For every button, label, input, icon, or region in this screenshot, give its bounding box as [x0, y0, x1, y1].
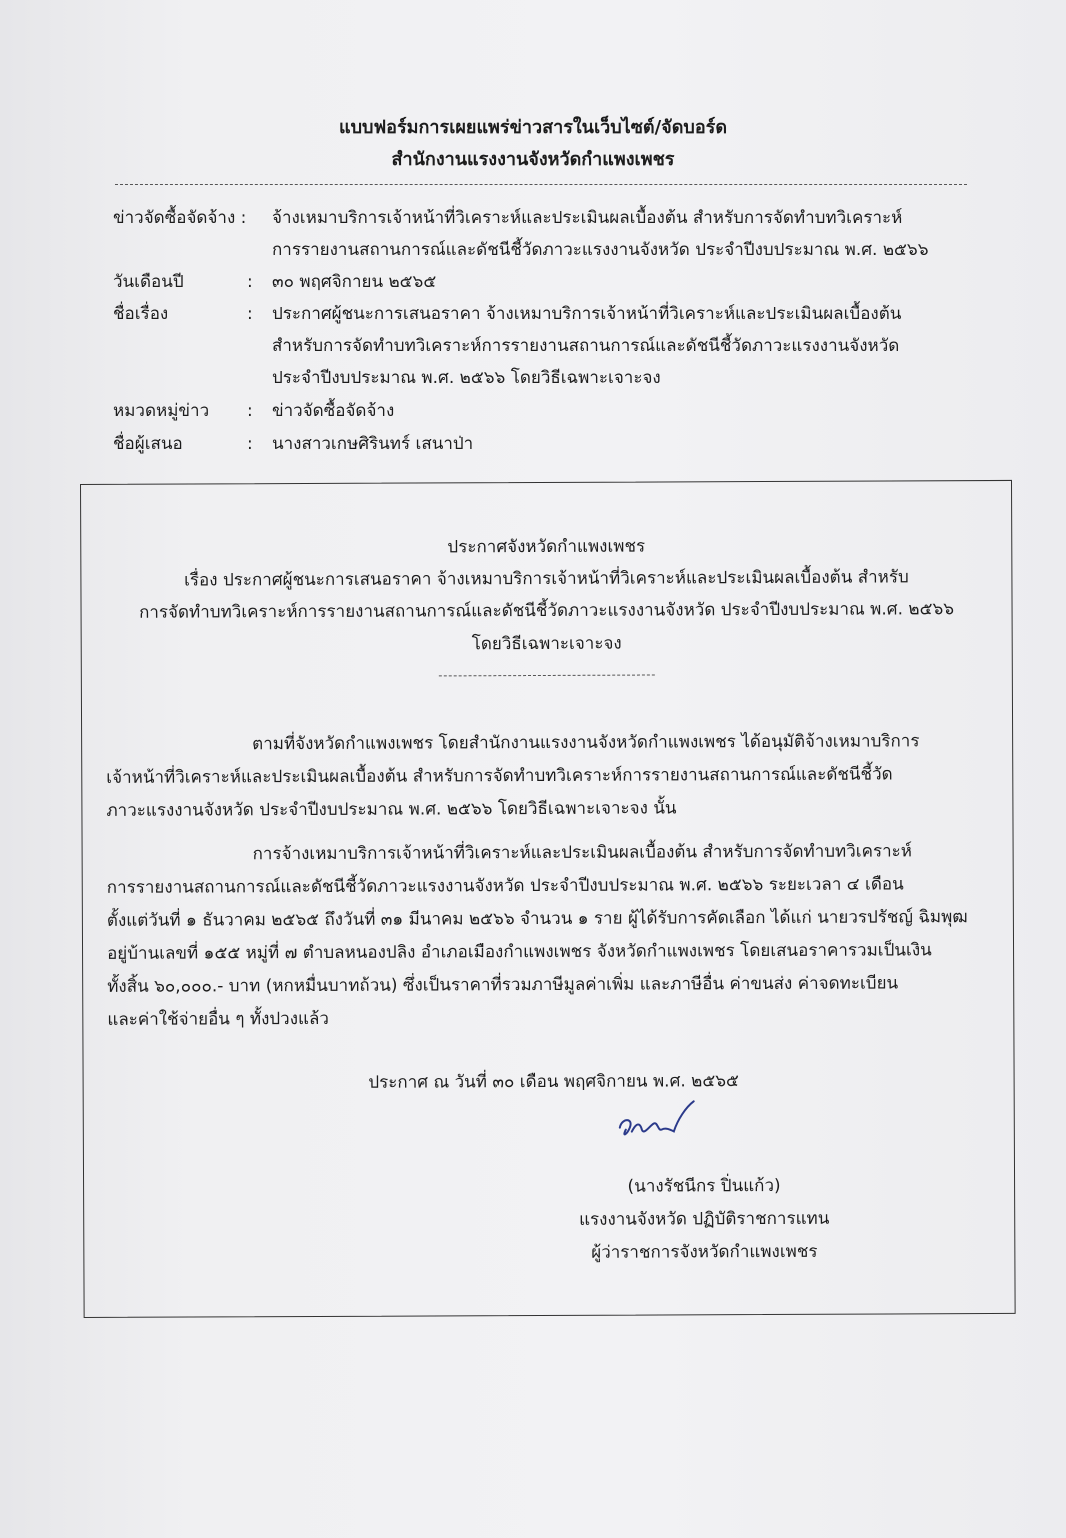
paragraph-line: การรายงานสถานการณ์และดัชนีชี้วัดภาวะแรงงานจังหวัด ประจำปีงบประมาณ พ.ศ. ๒๕๖๖ ระยะเวลา ๔ เดือน	[106, 874, 904, 898]
category-value: ข่าวจัดซื้อจัดจ้าง	[272, 401, 395, 421]
signer-title: แรงงานจังหวัด ปฏิบัติราชการแทน	[578, 1208, 830, 1230]
category-label: หมวดหมู่ข่าว	[113, 401, 210, 421]
news-type-label: ข่าวจัดซื้อจัดจ้าง :	[113, 208, 247, 228]
announcement-title: ประกาศจังหวัดกำแพงเพชร	[447, 536, 646, 558]
office-name: สำนักงานแรงงานจังหวัดกำแพงเพชร	[391, 149, 675, 170]
signature-image	[614, 1099, 714, 1149]
subject-line: ประกาศผู้ชนะการเสนอราคา จ้างเหมาบริการเจ้าหน้าที่วิเคราะห์และประเมินผลเบื้องต้น	[272, 304, 902, 324]
subject-divider	[439, 674, 655, 676]
announcement-subject-line: การจัดทำบทวิเคราะห์การรายงานสถานการณ์และดัชนีชี้วัดภาวะแรงงานจังหวัด ประจำปีงบประมาณ พ.ศ. ๒๕๖๖	[139, 599, 955, 623]
signer-block	[504, 1169, 904, 1270]
form-title: แบบฟอร์มการเผยแพร่ข่าวสารในเว็บไซต์/จัดบอร์ด	[338, 117, 728, 138]
subject-line: ประจำปีงบประมาณ พ.ศ. ๒๕๖๖ โดยวิธีเฉพาะเจาะจง	[272, 368, 661, 388]
subject-label: ชื่อเรื่อง	[113, 304, 169, 324]
announcement-box	[80, 480, 1016, 1318]
paragraph-line: เจ้าหน้าที่วิเคราะห์และประเมินผลเบื้องต้น สำหรับการจัดทำบทวิเคราะห์การรายงานสถานการณ์และดัชนีชี้วัด	[106, 764, 893, 788]
presenter-label: ชื่อผู้เสนอ	[113, 434, 183, 454]
news-type-value	[272, 202, 972, 266]
colon: :	[247, 272, 253, 292]
news-type-line: การรายงานสถานการณ์และดัชนีชี้วัดภาวะแรงงานจังหวัด ประจำปีงบประมาณ พ.ศ. ๒๕๖๖	[272, 240, 929, 260]
announcement-subject-line: โดยวิธีเฉพาะเจาะจง	[471, 633, 622, 655]
paragraph-line: ภาวะแรงงานจังหวัด ประจำปีงบประมาณ พ.ศ. ๒๕๖๖ โดยวิธีเฉพาะเจาะจง นั้น	[106, 798, 677, 821]
paragraph-2	[107, 835, 998, 1037]
header-divider	[115, 184, 967, 185]
date-value: ๓๐ พฤศจิกายน ๒๕๖๕	[272, 272, 437, 292]
announcement-date: ประกาศ ณ วันที่ ๓๐ เดือน พฤศจิกายน พ.ศ. ๒๕๖๕	[368, 1071, 739, 1093]
paragraph-line: การจ้างเหมาบริการเจ้าหน้าที่วิเคราะห์และประเมินผลเบื้องต้น สำหรับการจัดทำบทวิเคราะห์	[252, 841, 912, 865]
news-type-line: จ้างเหมาบริการเจ้าหน้าที่วิเคราะห์และประเมินผลเบื้องต้น สำหรับการจัดทำบทวิเคราะห์	[272, 208, 903, 228]
paragraph-line: อยู่บ้านเลขที่ ๑๕๕ หมู่ที่ ๗ ตำบลหนองปลิง อำเภอเมืองกำแพงเพชร จังหวัดกำแพงเพชร โดยเสนอราคารวมเป็นเงิน	[107, 940, 932, 964]
paragraph-1	[106, 725, 996, 828]
signer-name: (นางรัชนีกร ปิ่นแก้ว)	[627, 1175, 781, 1197]
colon: :	[247, 434, 253, 454]
subject-line: สำหรับการจัดทำบทวิเคราะห์การรายงานสถานการณ์และดัชนีชี้วัดภาวะแรงงานจังหวัด	[272, 336, 900, 356]
announcement-subject-line: เรื่อง ประกาศผู้ชนะการเสนอราคา จ้างเหมาบริการเจ้าหน้าที่วิเคราะห์และประเมินผลเบื้องต้น สำหรับ	[184, 567, 909, 591]
paragraph-line: ตามที่จังหวัดกำแพงเพชร โดยสำนักงานแรงงานจังหวัดกำแพงเพชร ได้อนุมัติจ้างเหมาบริการ	[252, 731, 920, 755]
paragraph-line: และค่าใช้จ่ายอื่น ๆ ทั้งปวงแล้ว	[107, 1008, 329, 1030]
paragraph-line: ตั้งแต่วันที่ ๑ ธันวาคม ๒๕๖๕ ถึงวันที่ ๓๑ มีนาคม ๒๕๖๖ จำนวน ๑ ราย ผู้ได้รับการคัดเลือก ได้แก่ นายวรปรัชญ์ ฉิมพุฒ	[106, 907, 968, 931]
presenter-value: นางสาวเกษศิรินทร์ เสนาป่า	[272, 434, 474, 454]
signer-title: ผู้ว่าราชการจังหวัดกำแพงเพชร	[591, 1241, 818, 1263]
subject-value	[272, 298, 972, 394]
date-label: วันเดือนปี	[113, 272, 184, 292]
colon: :	[247, 304, 253, 324]
paragraph-line: ทั้งสิ้น ๖๐,๐๐๐.- บาท (หกหมื่นบาทถ้วน) ซึ่งเป็นราคาที่รวมภาษีมูลค่าเพิ่ม และภาษีอื่น ค่าขนส่ง ค่าจดทะเบียน	[107, 973, 899, 997]
colon: :	[247, 401, 253, 421]
